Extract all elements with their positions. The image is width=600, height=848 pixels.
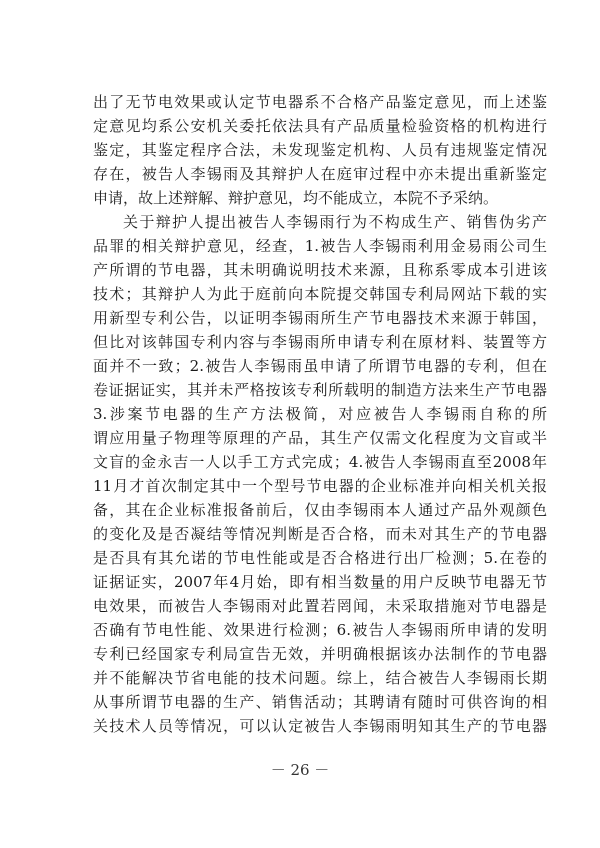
text-line: 产所谓的节电器，其未明确说明技术来源，且称系零成本引进该 bbox=[93, 261, 547, 279]
text-line: 鉴定，其鉴定程序合法，未发现鉴定机构、人员有违规鉴定情况 bbox=[93, 141, 547, 159]
text-line: 定意见均系公安机关委托依法具有产品质量检验资格的机构进行 bbox=[93, 117, 547, 135]
text-line: 品罪的相关辩护意见，经查，1.被告人李锡雨利用金易雨公司生 bbox=[93, 237, 547, 255]
text-line: 文盲的金永吉一人以手工方式完成；4.被告人李锡雨直至2008年 bbox=[93, 453, 547, 471]
text-line: 用新型专利公告，以证明李锡雨所生产节电器技术来源于韩国， bbox=[93, 309, 547, 327]
text-line: 技术；其辩护人为此于庭前向本院提交韩国专利局网站下载的实 bbox=[93, 285, 547, 303]
text-line: 的变化及是否凝结等情况判断是否合格，而未对其生产的节电器 bbox=[93, 525, 547, 543]
text-line: 存在，被告人李锡雨及其辩护人在庭审过程中亦未提出重新鉴定 bbox=[93, 165, 547, 183]
text-line: 专利已经国家专利局宣告无效，并明确根据该办法制作的节电器 bbox=[93, 645, 547, 663]
text-line: 关技术人员等情况，可以认定被告人李锡雨明知其生产的节电器 bbox=[93, 717, 547, 735]
text-line: 卷证据证实，其并未严格按该专利所载明的制造方法来生产节电器 bbox=[93, 381, 547, 399]
text-line: 并不能解决节省电能的技术问题。综上，结合被告人李锡雨长期 bbox=[93, 669, 547, 687]
text-line: 备，其在企业标准报备前后，仅由李锡雨本人通过产品外观颜色 bbox=[93, 501, 547, 519]
paragraph-first-line: 关于辩护人提出被告人李锡雨行为不构成生产、销售伪劣产 bbox=[123, 213, 547, 231]
text-line: 是否具有其允诺的节电性能或是否合格进行出厂检测；5.在卷的 bbox=[93, 549, 547, 567]
text-line: 证据证实，2007年4月始，即有相当数量的用户反映节电器无节 bbox=[93, 573, 547, 591]
text-line: 申请，故上述辩解、辩护意见，均不能成立，本院不予采纳。 bbox=[93, 189, 499, 207]
text-line: 11月才首次制定其中一个型号节电器的企业标准并向相关机关报 bbox=[93, 477, 547, 495]
text-line: 从事所谓节电器的生产、销售活动；其聘请有随时可供咨询的相 bbox=[93, 693, 547, 711]
text-line: 3.涉案节电器的生产方法极简，对应被告人李锡雨自称的所 bbox=[93, 405, 547, 423]
text-line: 谓应用量子物理等原理的产品，其生产仅需文化程度为文盲或半 bbox=[93, 429, 547, 447]
text-line: 面并不一致；2.被告人李锡雨虽申请了所谓节电器的专利，但在 bbox=[93, 357, 547, 375]
text-line: 出了无节电效果或认定节电器系不合格产品鉴定意见，而上述鉴 bbox=[93, 93, 547, 111]
page-number: － 26 － bbox=[270, 761, 330, 779]
text-line: 电效果，而被告人李锡雨对此置若罔闻，未采取措施对节电器是 bbox=[93, 597, 547, 615]
text-line: 但比对该韩国专利内容与李锡雨所申请专利在原材料、装置等方 bbox=[93, 333, 547, 351]
text-line: 否确有节电性能、效果进行检测；6.被告人李锡雨所申请的发明 bbox=[93, 621, 547, 639]
